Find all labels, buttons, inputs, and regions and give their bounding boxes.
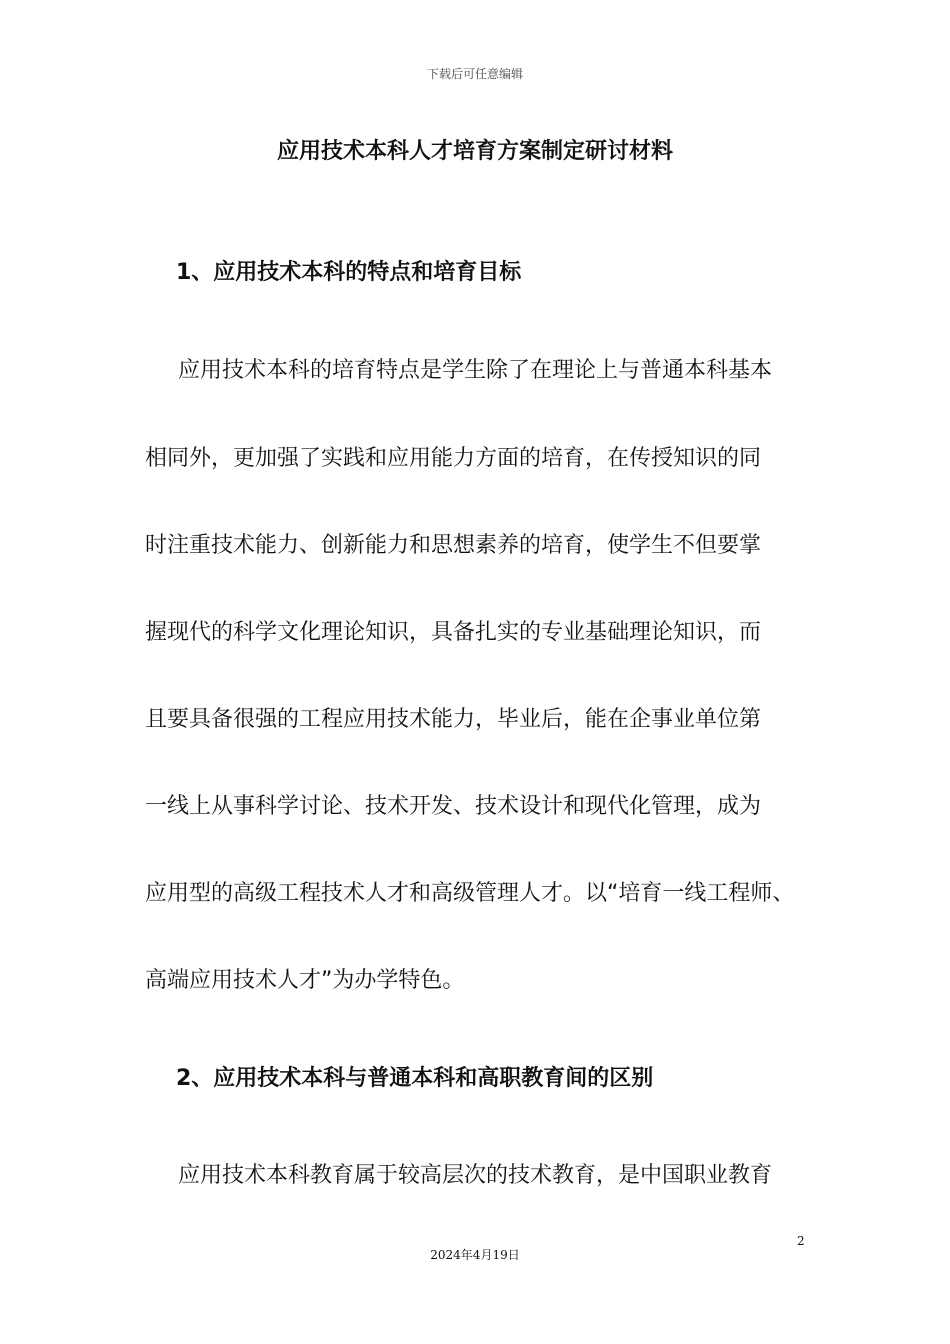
page-footer-date: 2024年4月19日 [430, 1248, 520, 1262]
page-header-note: 下载后可任意编辑 [426, 67, 523, 81]
section-2-paragraph-line: 应用技术本科教育属于较高层次的技术教育，是中国职业教育 [178, 1163, 773, 1188]
section-1-paragraph-line: 一线上从事科学讨论、技术开发、技术设计和现代化管理，成为 [145, 794, 762, 819]
section-1-paragraph-line: 握现代的科学文化理论知识，具备扎实的专业基础理论知识，而 [145, 620, 762, 645]
document-title: 应用技术本科人才培育方案制定研讨材料 [276, 139, 673, 164]
section-1-paragraph-line: 应用技术本科的培育特点是学生除了在理论上与普通本科基本 [178, 358, 773, 383]
section-1-heading: 1、应用技术本科的特点和培育目标 [176, 260, 522, 285]
page-number: 2 [797, 1234, 805, 1248]
section-1-paragraph-line: 时注重技术能力、创新能力和思想素养的培育，使学生不但要掌 [145, 533, 762, 558]
section-1-paragraph-line: 应用型的高级工程技术人才和高级管理人才。以“培育一线工程师、 [145, 881, 795, 906]
section-1-paragraph-line: 相同外，更加强了实践和应用能力方面的培育，在传授知识的同 [145, 446, 762, 471]
section-1-paragraph-line: 高端应用技术人才”为办学特色。 [145, 968, 465, 993]
section-1-paragraph-line: 且要具备很强的工程应用技术能力，毕业后，能在企事业单位第 [145, 707, 762, 732]
section-2-heading: 2、应用技术本科与普通本科和高职教育间的区别 [176, 1066, 654, 1091]
